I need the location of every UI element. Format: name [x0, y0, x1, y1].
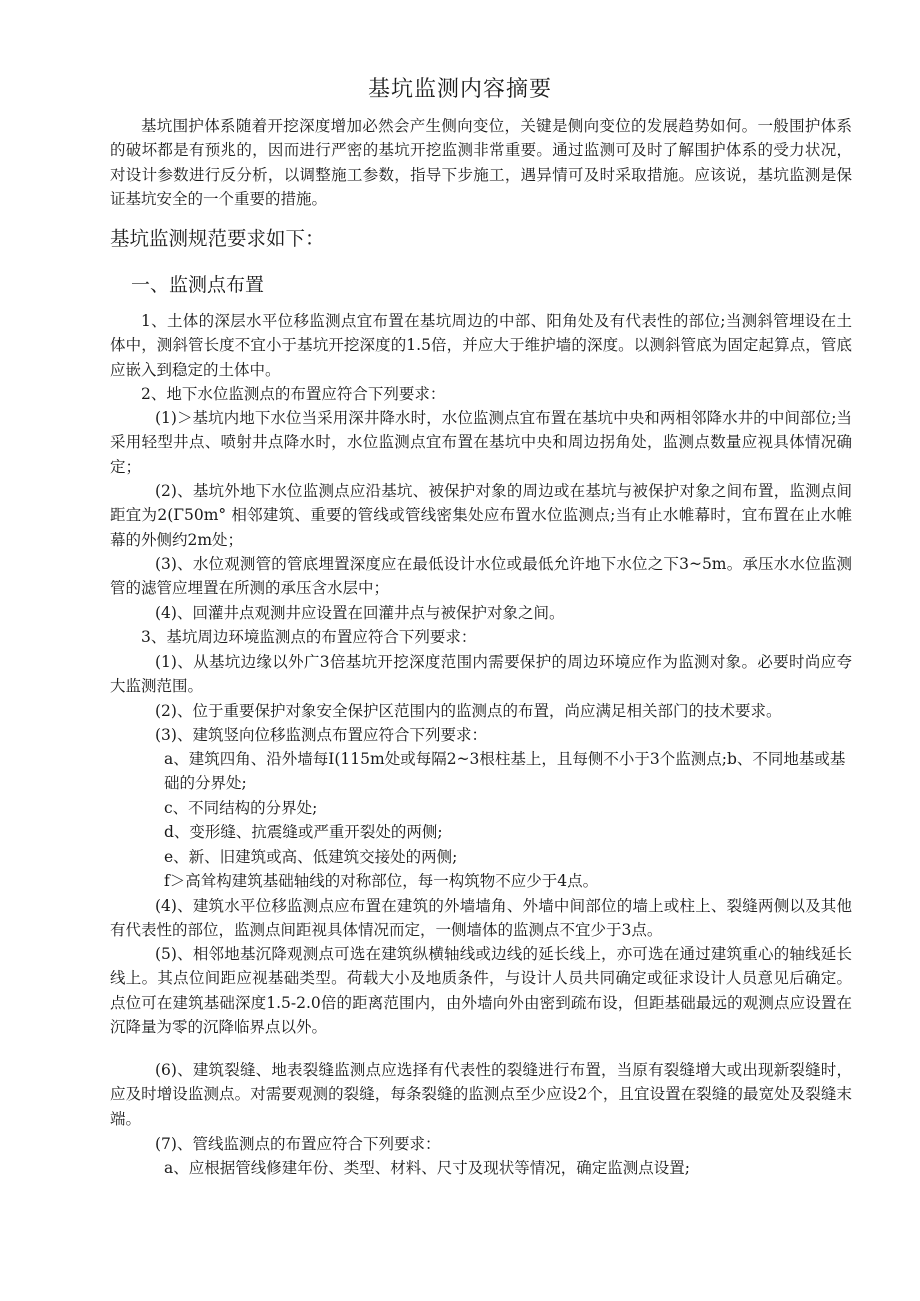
- item-3-4-paragraph: (4)、建筑水平位移监测点应布置在建筑的外墙墙角、外墙中间部位的墙上或柱上、裂缝两侧以及其他有代表性的部位，监测点间距视具体情况而定，一侧墙体的监测点不宜少于3点。: [110, 897, 852, 940]
- item-3-1-paragraph: (1)、从基坑边缘以外广3倍基坑开挖深度范围内需要保护的周边环境应作为监测对象。必要时尚应夸大监测范围。: [110, 653, 852, 696]
- item-2-heading: 2、地下水位监测点的布置应符合下列要求：: [141, 385, 446, 403]
- item-3-7-a-line: a、应根据管线修建年份、类型、材料、尺寸及现状等情况，确定监测点设置;: [164, 1159, 690, 1177]
- item-3-3-f-line: f＞高耸构建筑基础轴线的对称部位，每一构筑物不应少于4点。: [164, 872, 599, 890]
- section-heading-monitoring-points: 一、监测点布置: [131, 274, 265, 296]
- item-2-3-paragraph: (3)、水位观测管的管底埋置深度应在最低设计水位或最低允许地下水位之下3~5m。承压水水位监测管的滤管应埋置在所测的承压含水层中；: [110, 555, 852, 598]
- item-3-3-heading: (3)、建筑竖向位移监测点布置应符合下列要求：: [155, 726, 487, 744]
- item-3-7-heading: (7)、管线监测点的布置应符合下列要求：: [155, 1135, 441, 1153]
- item-3-heading: 3、基坑周边环境监测点的布置应符合下列要求：: [141, 628, 477, 646]
- item-3-3-c-line: c、不同结构的分界处;: [164, 799, 318, 817]
- item-3-5-paragraph: (5)、相邻地基沉降观测点可选在建筑纵横轴线或边线的延长线上，亦可选在通过建筑重心的轴线延长线上。其点位间距应视基础类型。荷载大小及地质条件，与设计人员共同确定或征求设计人员意见后确定。点位可在建筑基础深度1.5-2.0倍的距离范围内，由外墙向外由密到疏布设，但距基础最远的观测点应设置在沉降量为零的沉降临界点以外。: [110, 945, 852, 1036]
- item-2-1-paragraph: (1)＞基坑内地下水位当采用深井降水时，水位监测点宜布置在基坑中央和两相邻降水井的中间部位;当采用轻型井点、喷射井点降水时，水位监测点宜布置在基坑中央和周边拐角处，监测点数量应视具体情况确定；: [110, 409, 852, 476]
- item-3-2-paragraph: (2)、位于重要保护对象安全保护区范围内的监测点的布置，尚应满足相关部门的技术要求。: [155, 702, 782, 720]
- item-1-paragraph: 1、土体的深层水平位移监测点宜布置在基坑周边的中部、阳角处及有代表性的部位;当测斜管埋设在土体中，测斜管长度不宜小于基坑开挖深度的1.5倍，并应大于维护墙的深度。以测斜管底为固定起算点，管底应嵌入到稳定的土体中。: [110, 312, 852, 379]
- item-3-6-paragraph: (6)、建筑裂缝、地表裂缝监测点应选择有代表性的裂缝进行布置，当原有裂缝增大或出现新裂缝时，应及时增设监测点。对需要观测的裂缝，每条裂缝的监测点至少应设2个，且宜设置在裂缝的最宽处及裂缝末端。: [110, 1061, 852, 1128]
- item-3-3-a-paragraph: a、建筑四角、沿外墙每I(115m处或每隔2~3根柱基上，且每侧不小于3个监测点;b、不同地基或基础的分界处;: [164, 750, 846, 793]
- item-2-2-paragraph: (2)、基坑外地下水位监测点应沿基坑、被保护对象的周边或在基坑与被保护对象之间布置，监测点间距宜为2(Γ50m° 相邻建筑、重要的管线或管线密集处应布置水位监测点;当有止水帷幕时，宜布置在止水帷幕的外侧约2m处；: [110, 482, 852, 549]
- requirements-heading: 基坑监测规范要求如下：: [110, 227, 325, 250]
- item-2-4-paragraph: (4)、回灌井点观测井应设置在回灌井点与被保护对象之间。: [155, 604, 565, 622]
- intro-paragraph: 基坑围护体系随着开挖深度增加必然会产生侧向变位，关键是侧向变位的发展趋势如何。一般围护体系的破坏都是有预兆的，因而进行严密的基坑开挖监测非常重要。通过监测可及时了解围护体系的受力状况，对设计参数进行反分析，以调整施工参数，指导下步施工，遇异情可及时采取措施。应该说，基坑监测是保证基坑安全的一个重要的措施。: [110, 117, 852, 208]
- item-3-3-e-line: e、新、旧建筑或高、低建筑交接处的两侧;: [164, 848, 458, 866]
- document-title: 基坑监测内容摘要: [367, 77, 552, 102]
- item-3-3-d-line: d、变形缝、抗震缝或严重开裂处的两侧;: [164, 823, 443, 841]
